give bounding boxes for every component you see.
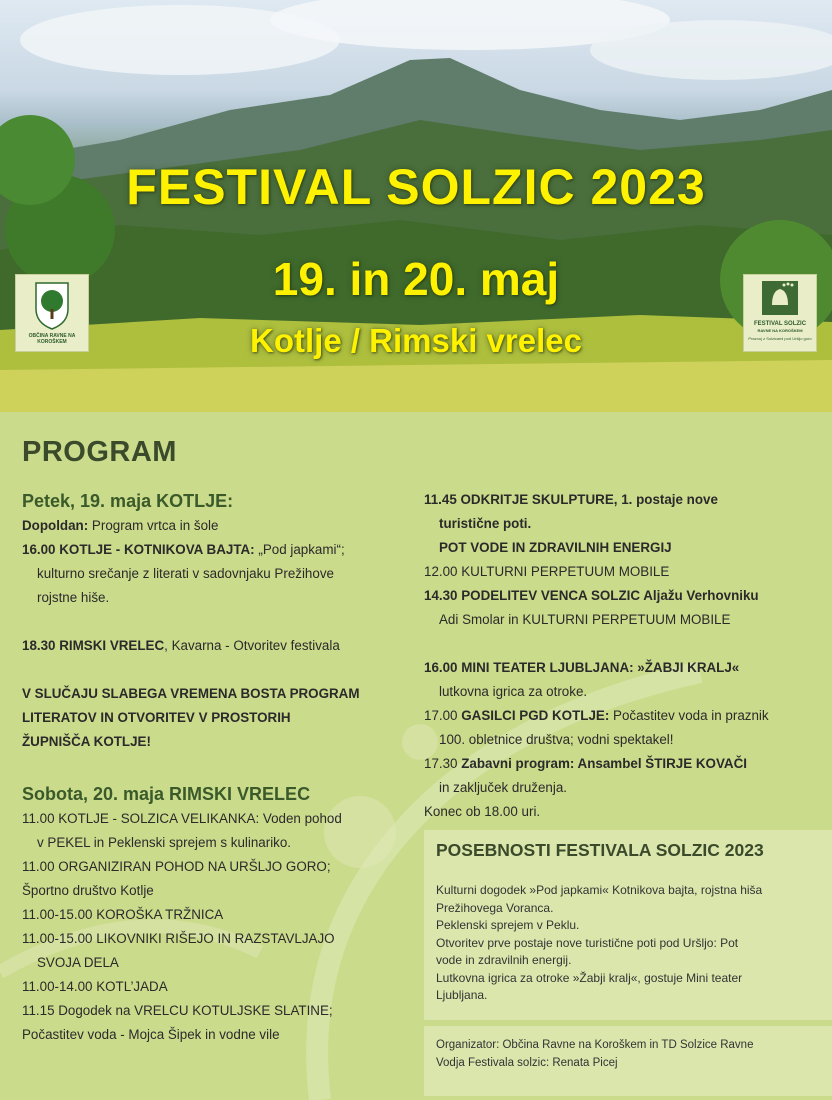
program-line: 11.45 ODKRITJE SKULPTURE, 1. postaje nove [424, 492, 718, 507]
festival-location: Kotlje / Rimski vrelec [250, 322, 582, 359]
program-line: 17.00 GASILCI PGD KOTLJE: Počastitev voda in praznik [424, 708, 769, 723]
organizer-line: Vodja Festivala solzic: Renata Picej [436, 1057, 618, 1069]
saturday-line: Počastitev voda - Mojca Šipek in vodne vile [22, 1027, 280, 1042]
program-line: 12.00 KULTURNI PERPETUUM MOBILE [424, 564, 670, 579]
saturday-section [22, 781, 342, 1047]
municipality-logo [15, 274, 89, 352]
highlight-line: Otvoritev prve postaje nove turistične poti pod Uršljo: Pot [436, 935, 739, 950]
highlights-title: POSEBNOSTI FESTIVALA SOLZIC 2023 [436, 840, 764, 860]
program-line: 14.30 PODELITEV VENCA SOLZIC Aljažu Verhovniku [424, 588, 759, 603]
saturday-heading: Sobota, 20. maja RIMSKI VRELEC [22, 784, 311, 804]
highlight-line: Kulturni dogodek »Pod japkami« Kotnikova bajta, rojstna hiša [436, 883, 763, 897]
festival-logo-tagline: Praznuj z Solzicami pod Uršljo goro [748, 336, 812, 341]
highlight-line: vode in zdravilnih energij. [436, 953, 572, 967]
friday-section [22, 488, 360, 754]
saturday-line: 11.00-15.00 LIKOVNIKI RIŠEJO IN RAZSTAVLJAJO [22, 931, 335, 946]
saturday-line: v PEKEL in Peklenski sprejem s kulinariko. [37, 835, 292, 850]
weather-warning: V SLUČAJU SLABEGA VREMENA BOSTA PROGRAM [22, 686, 360, 701]
program-line: 16.00 MINI TEATER LJUBLJANA: »ŽABJI KRALJ« [424, 660, 740, 675]
program-line: turistične poti. [439, 516, 532, 531]
saturday-line: 11.00 ORGANIZIRAN POHOD NA URŠLJO GORO; [22, 859, 331, 874]
program-line: Adi Smolar in KULTURNI PERPETUUM MOBILE [439, 612, 731, 627]
friday-line: 18.30 RIMSKI VRELEC, Kavarna - Otvoritev festivala [22, 638, 340, 653]
friday-line: Dopoldan: Program vrtca in šole [22, 518, 219, 533]
festival-title: FESTIVAL SOLZIC 2023 [126, 159, 706, 215]
saturday-afternoon-section [424, 488, 769, 824]
friday-line: 16.00 KOTLJE - KOTNIKOVA BAJTA: „Pod japkami“; [22, 542, 345, 557]
festival-logo [743, 274, 817, 352]
municipality-logo-caption: OBČINA RAVNE NA KOROŠKEM [28, 333, 76, 345]
program-line: Konec ob 18.00 uri. [424, 804, 541, 819]
saturday-line: SVOJA DELA [37, 955, 119, 970]
tree-crest-icon [16, 275, 88, 331]
weather-warning: LITERATOV IN OTVORITEV V PROSTORIH [22, 710, 291, 725]
program-heading: PROGRAM [22, 436, 177, 468]
program-line: 100. obletnice društva; vodni spektakel! [439, 732, 674, 747]
friday-line: rojstne hiše. [37, 590, 110, 605]
program-line: in zaključek druženja. [439, 780, 568, 795]
festival-dates: 19. in 20. maj [272, 253, 560, 305]
highlights-box [424, 830, 832, 1020]
organizer-line: Organizator: Občina Ravne na Koroškem in TD Solzice Ravne [436, 1039, 754, 1051]
friday-heading: Petek, 19. maja KOTLJE: [22, 491, 234, 511]
organizer-box [424, 1026, 832, 1096]
weather-warning: ŽUPNIŠČA KOTLJE! [22, 734, 151, 749]
program-line: POT VODE IN ZDRAVILNIH ENERGIJ [439, 540, 672, 555]
friday-line: kulturno srečanje z literati v sadovnjaku Prežihove [37, 566, 334, 581]
saturday-line: 11.00-14.00 KOTL’JADA [22, 979, 168, 994]
highlight-line: Ljubljana. [436, 988, 488, 1002]
saturday-line: 11.15 Dogodek na VRELCU KOTULJSKE SLATINE; [22, 1003, 333, 1018]
hero-image [0, 0, 832, 412]
highlights-text [436, 882, 762, 1005]
festival-logo-name: FESTIVAL SOLZIC [753, 321, 807, 327]
saturday-line: Športno društvo Kotlje [22, 883, 154, 898]
saturday-line: 11.00 KOTLJE - SOLZICA VELIKANKA: Voden pohod [22, 811, 342, 826]
highlight-line: Prežihovega Voranca. [436, 900, 554, 915]
organizer-text [436, 1036, 753, 1072]
program-line: lutkovna igrica za otroke. [439, 684, 588, 699]
program-line: 17.30 Zabavni program: Ansambel ŠTIRJE KOVAČI [424, 756, 747, 771]
highlight-line: Lutkovna igrica za otroke »Žabji kralj«, gostuje Mini teater [436, 970, 743, 985]
highlight-line: Peklenski sprejem v Peklu. [436, 918, 580, 932]
saturday-line: 11.00-15.00 KOROŠKA TRŽNICA [22, 907, 224, 922]
festival-logo-sub: RAVNE NA KOROŠKEM [757, 328, 803, 333]
bell-flower-icon [744, 275, 816, 319]
